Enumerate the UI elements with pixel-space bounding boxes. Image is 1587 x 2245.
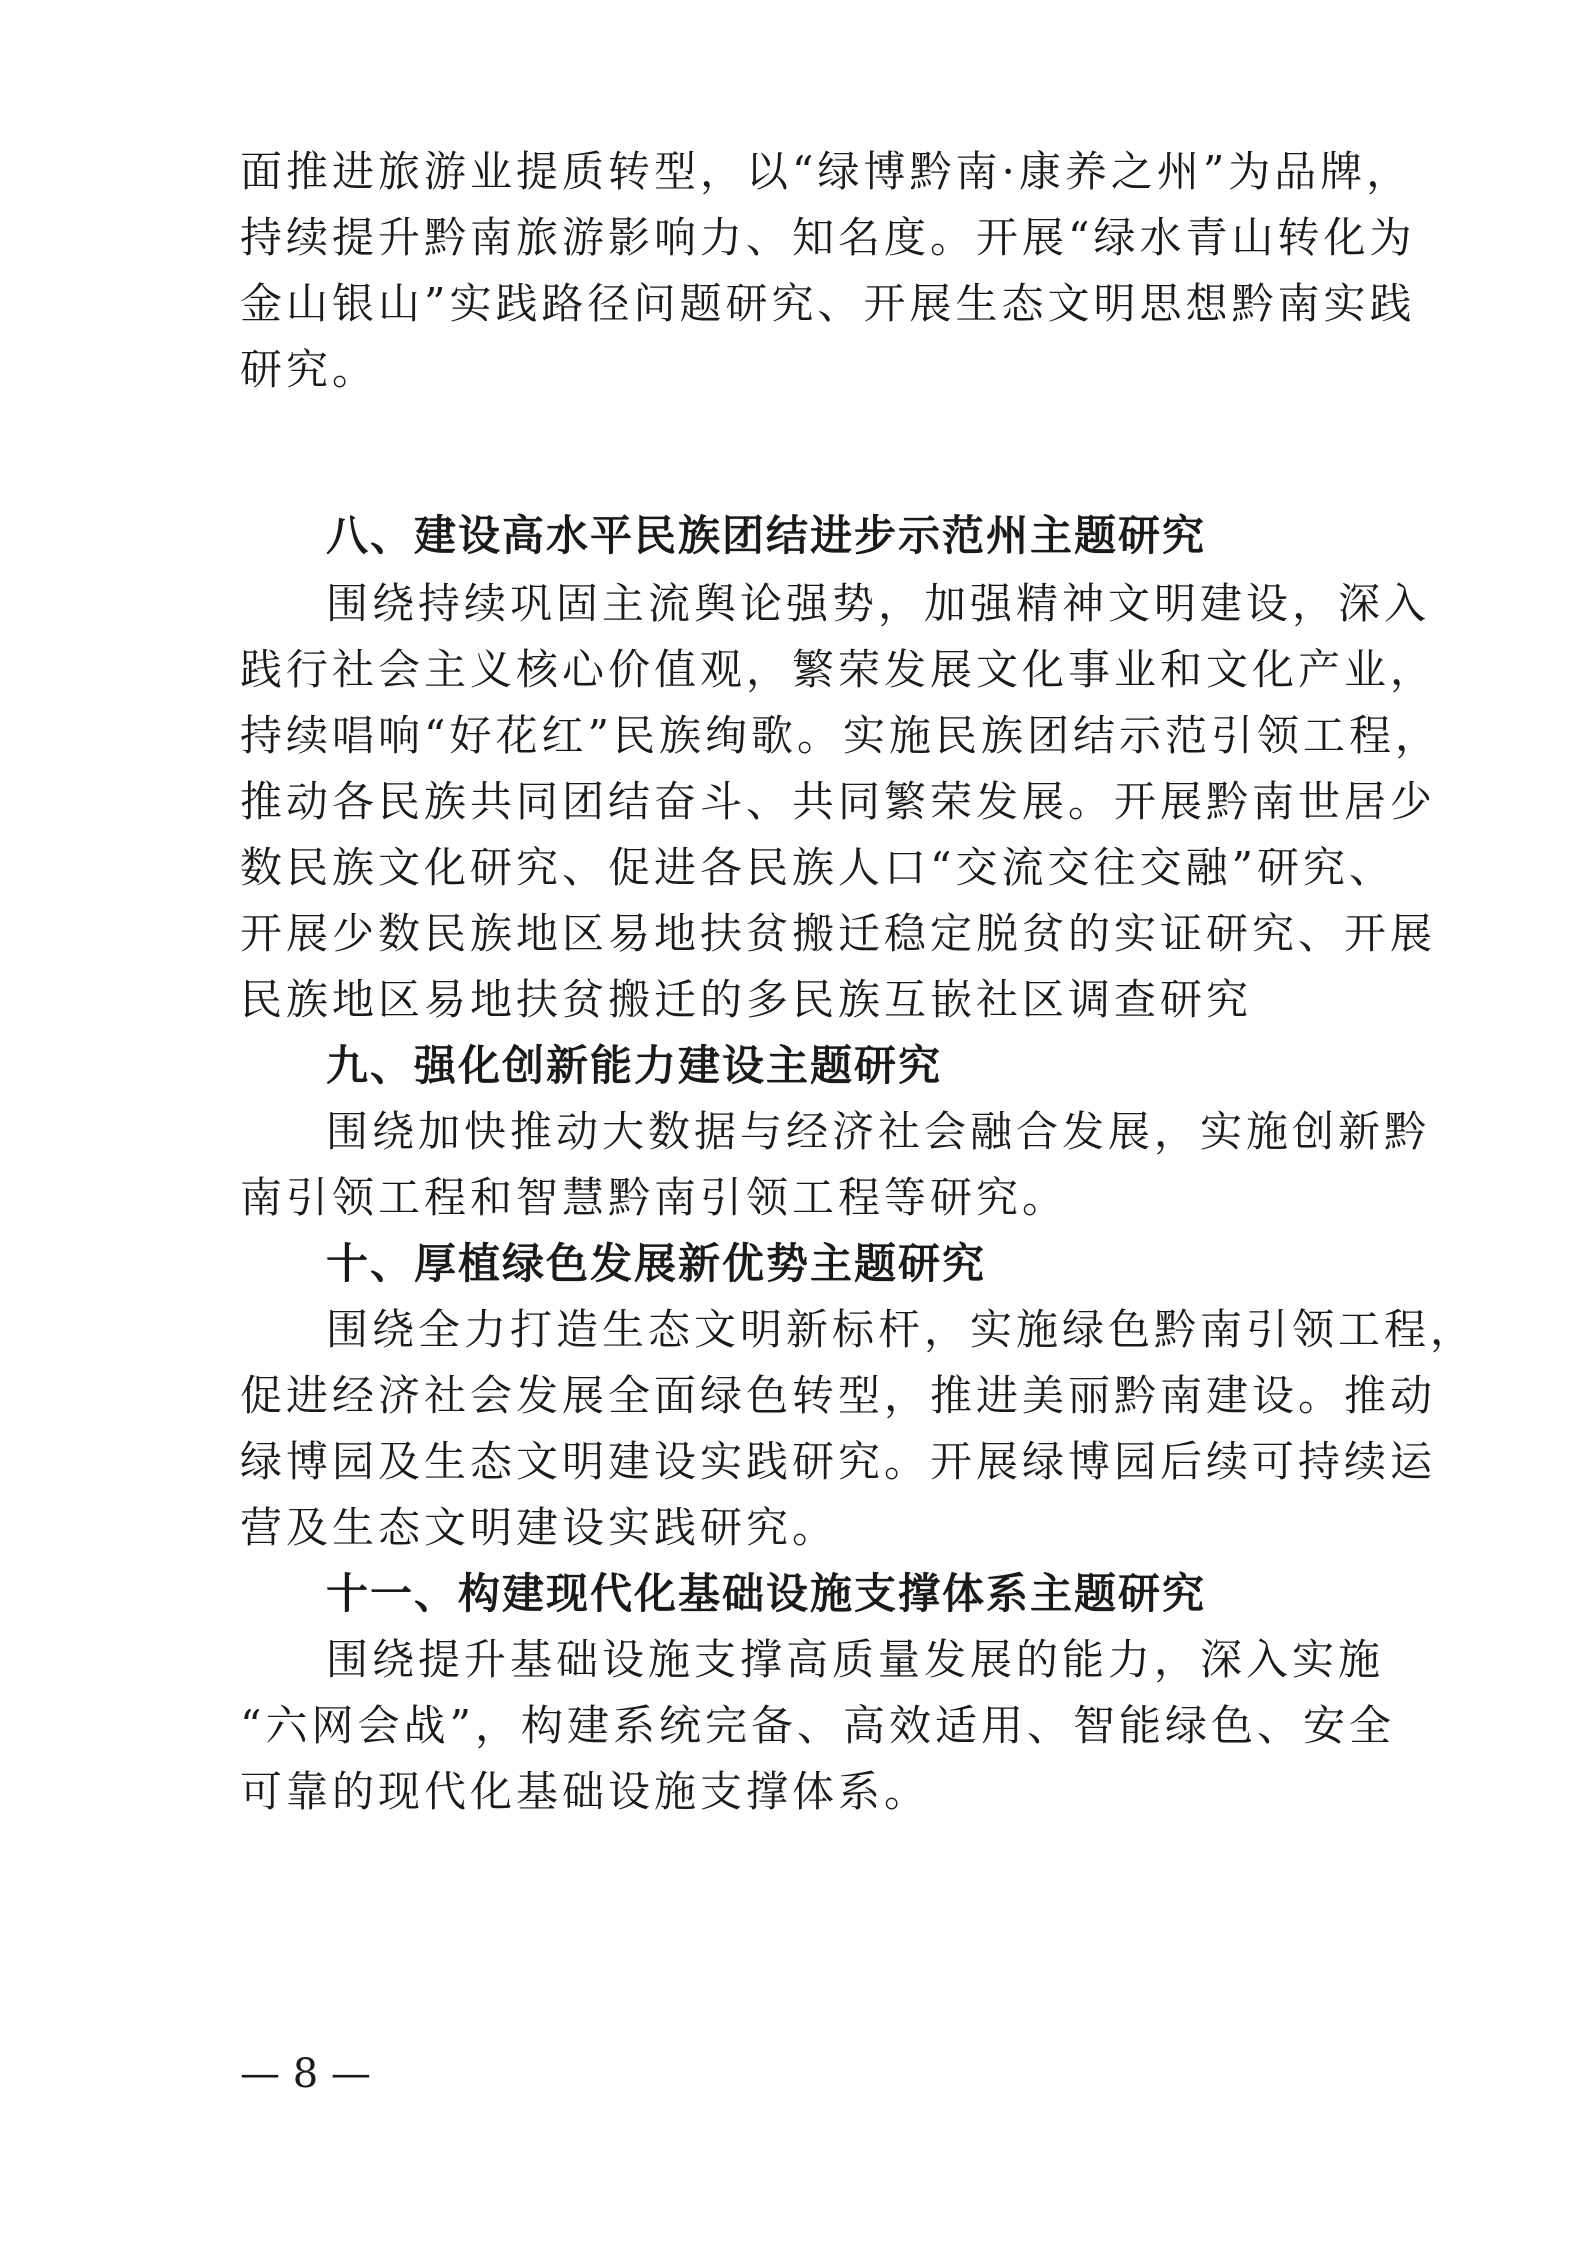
page-number: — 8 —	[240, 2051, 371, 2097]
section-heading-8: 八、建设高水平民族团结进步示范州主题研究	[326, 511, 1207, 560]
body-text-line: 研究。	[240, 345, 379, 394]
body-text-line: 营及生态文明建设实践研究。	[240, 1503, 839, 1552]
body-text-line: 持续提升黔南旅游影响力、知名度。开展“绿水青山转化为	[240, 213, 1416, 262]
body-text-line: 数民族文化研究、促进各民族人口“交流交往交融”研究、	[240, 843, 1395, 892]
body-text-line: 金山银山”实践路径问题研究、开展生态文明思想黔南实践	[240, 279, 1416, 328]
body-text-line: 开展少数民族地区易地扶贫搬迁稳定脱贫的实证研究、开展	[240, 909, 1437, 958]
body-text-line: 持续唱响“好花红”民族绚歌。实施民族团结示范引领工程，	[240, 711, 1441, 760]
body-text-line: 围绕全力打造生态文明新标杆，实施绿色黔南引领工程，	[326, 1305, 1477, 1354]
body-text-line: “六网会战”，构建系统完备、高效适用、智能绿色、安全	[240, 1701, 1395, 1750]
body-text-line: 促进经济社会发展全面绿色转型，推进美丽黔南建设。推动	[240, 1371, 1437, 1420]
body-text-line: 推动各民族共同团结奋斗、共同繁荣发展。开展黔南世居少	[240, 777, 1437, 826]
section-heading-11: 十一、构建现代化基础设施支撑体系主题研究	[326, 1569, 1207, 1618]
body-text-line: 可靠的现代化基础设施支撑体系。	[240, 1767, 931, 1816]
section-heading-10: 十、厚植绿色发展新优势主题研究	[326, 1239, 987, 1288]
body-text-line: 南引领工程和智慧黔南引领工程等研究。	[240, 1173, 1069, 1222]
body-text-line: 民族地区易地扶贫搬迁的多民族互嵌社区调查研究	[240, 975, 1253, 1024]
body-text-line: 绿博园及生态文明建设实践研究。开展绿博园后续可持续运	[240, 1437, 1437, 1486]
section-heading-9: 九、强化创新能力建设主题研究	[326, 1041, 943, 1090]
body-text-line: 围绕提升基础设施支撑高质量发展的能力，深入实施	[326, 1635, 1385, 1684]
body-text-line: 围绕持续巩固主流舆论强势，加强精神文明建设，深入	[326, 579, 1431, 628]
body-text-line: 围绕加快推动大数据与经济社会融合发展，实施创新黔	[326, 1107, 1431, 1156]
body-text-line: 践行社会主义核心价值观，繁荣发展文化事业和文化产业，	[240, 645, 1437, 694]
body-text-line: 面推进旅游业提质转型，以“绿博黔南·康养之州”为品牌，	[240, 147, 1413, 196]
